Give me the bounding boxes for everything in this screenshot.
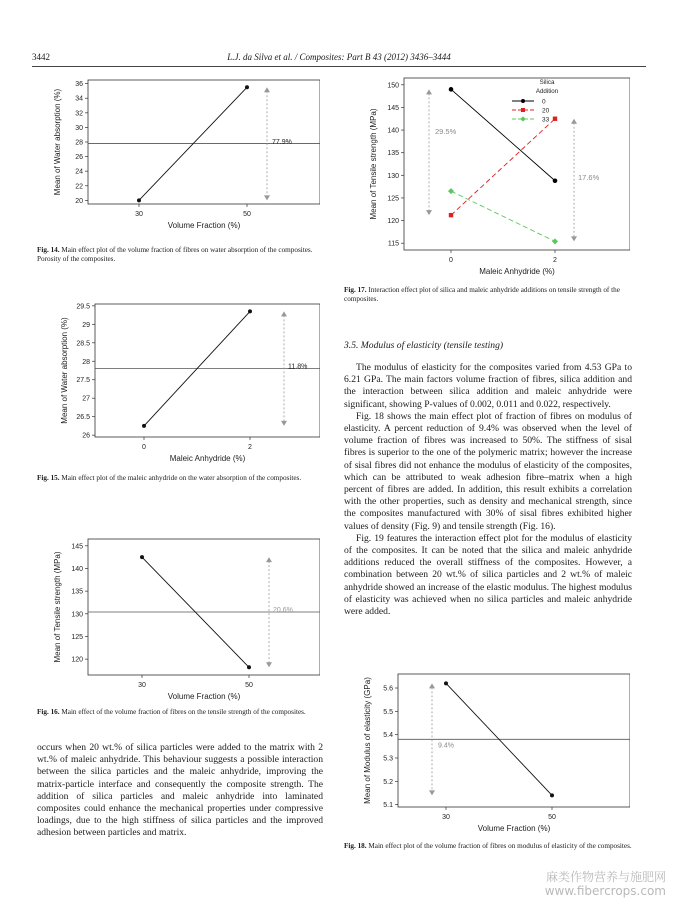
y-tick-label: 28 <box>75 139 83 147</box>
x-tick-label: 30 <box>442 814 450 821</box>
legend-label-33: 33 <box>542 116 550 124</box>
range-arrow-right-head-top <box>571 119 577 124</box>
y-tick-label: 29.5 <box>76 303 90 311</box>
figure-18-modulus-volume-fraction <box>360 668 630 836</box>
watermark-line-1: 麻类作物营养与施肥网 <box>545 870 666 884</box>
x-tick-label: 30 <box>135 211 143 218</box>
figure-15-caption: Fig. 15. Main effect plot of the maleic anhydride on the water absorption of the composites. <box>37 474 302 482</box>
legend-label-20: 20 <box>542 107 550 115</box>
figure-15-water-absorption-maleic-anhydride <box>50 298 320 468</box>
x-tick-label: 30 <box>138 682 146 689</box>
series-point-0 <box>553 178 558 183</box>
y-tick-label: 150 <box>387 82 399 90</box>
y-tick-label: 26.5 <box>76 414 90 422</box>
y-tick-label: 26 <box>82 432 90 440</box>
data-point <box>550 793 554 797</box>
range-arrow-head-bottom <box>429 790 435 795</box>
y-tick-label: 22 <box>75 183 83 191</box>
legend-title: Silica <box>539 79 555 86</box>
data-point <box>142 424 146 428</box>
watermark-line-2: www.fibercrops.com <box>544 884 666 898</box>
y-tick-label: 125 <box>387 195 399 203</box>
x-tick-label: 2 <box>553 257 557 264</box>
range-arrow-left-head-top <box>426 89 432 94</box>
data-point <box>245 85 249 89</box>
plot-frame <box>404 78 630 250</box>
figure-17-interaction-tensile-strength <box>360 72 630 280</box>
y-axis-label: Mean of Water absorption (%) <box>60 317 69 424</box>
paragraph-1: The modulus of elasticity for the composites varied from 4.53 GPa to 6.21 GPa. The main factors volume fraction of fibres, silica addition and the interaction between silica addition and maleic anhydride were significant, showing P-values of 0.002, 0.011 and 0.022, respectively. <box>344 362 632 410</box>
y-tick-label: 140 <box>71 565 83 573</box>
y-tick-label: 5.5 <box>383 708 393 716</box>
x-axis-label: Volume Fraction (%) <box>167 692 241 701</box>
series-line-33 <box>451 191 555 241</box>
range-arrow-left-head-bottom <box>426 210 432 215</box>
running-title: L.J. da Silva et al. / Composites: Part B 43 (2012) 3436–3444 <box>227 52 451 62</box>
x-tick-label: 50 <box>243 211 251 218</box>
y-tick-label: 130 <box>71 611 83 619</box>
section-heading: 3.5. Modulus of elasticity (tensile testing) <box>344 340 504 351</box>
y-tick-label: 135 <box>387 150 399 158</box>
series-point-20 <box>553 117 557 121</box>
x-tick-label: 2 <box>248 444 252 451</box>
data-point <box>248 309 252 313</box>
y-axis-label: Mean of Water absorption (%) <box>53 88 62 196</box>
y-tick-label: 145 <box>71 543 83 551</box>
y-tick-label: 120 <box>387 218 399 226</box>
legend-marker-33 <box>520 116 525 121</box>
x-axis-label: Volume Fraction (%) <box>477 824 551 833</box>
percent-annotation: 20.6% <box>273 607 293 615</box>
range-arrow-head-top <box>281 311 287 316</box>
y-axis-label: Mean of Modulus of elasticity (GPa) <box>363 677 372 804</box>
percent-annotation: 77.9% <box>272 138 292 146</box>
range-arrow-head-bottom <box>266 662 272 667</box>
y-tick-label: 5.1 <box>383 802 393 810</box>
y-tick-label: 125 <box>71 633 83 641</box>
percent-annotation-right: 17.6% <box>578 173 600 183</box>
data-point <box>247 665 251 669</box>
legend-label-0: 0 <box>542 98 546 106</box>
y-tick-label: 5.2 <box>383 778 393 786</box>
figure-16-caption: Fig. 16. Main effect of the volume fraction of fibres on the tensile strength of the composites. <box>37 708 306 716</box>
x-tick-label: 0 <box>449 257 453 264</box>
y-tick-label: 140 <box>387 127 399 135</box>
percent-annotation: 9.4% <box>438 742 454 750</box>
left-column-paragraph: occurs when 20 wt.% of silica particles were added to the matrix with 2 wt.% of maleic anhydride. This behaviour suggests a possible interaction between the silica particles and the maleic anhydride, improving the matrix-particle interface and consequently the composite strength. The addition of silica particles and maleic anhydride into laminated composites could enhance the mechanical properties under compressive loadings, due to the high stiffness of silica particles and the improved adhesion between particles and matrix. <box>37 742 323 839</box>
x-axis-label: Maleic Anhydride (%) <box>169 454 246 463</box>
page-number: 3442 <box>32 52 50 62</box>
y-tick-label: 120 <box>71 656 83 664</box>
header-rule <box>32 66 646 67</box>
watermark <box>545 870 666 898</box>
y-tick-label: 115 <box>387 240 399 248</box>
range-arrow-head-top <box>429 683 435 688</box>
data-point <box>137 198 141 202</box>
y-tick-label: 135 <box>71 588 83 596</box>
legend-marker-20 <box>521 108 525 112</box>
y-tick-label: 26 <box>75 154 83 162</box>
y-axis-label: Mean of Tensile strength (MPa) <box>53 551 62 663</box>
x-tick-label: 50 <box>245 682 253 689</box>
series-line-0 <box>451 89 555 180</box>
legend-title-2: Addition <box>535 88 559 95</box>
paragraph-3: Fig. 19 features the interaction effect plot for the modulus of elasticity of the composites. It can be noted that the silica and maleic anhydride additions reduced the overall stiffness of the composites. However, a combination between 20 wt.% of silica particles and 2 wt.% of maleic anhydride showed an increase of the elastic modulus. The highest modulus of elasticity was achieved when no silica particles and maleic anhydride were added. <box>344 532 632 618</box>
range-arrow-head-bottom <box>264 195 270 200</box>
series-point-33 <box>552 238 558 244</box>
x-axis-label: Volume Fraction (%) <box>167 221 241 230</box>
percent-annotation-left: 29.5% <box>435 127 457 137</box>
series-point-33 <box>448 188 454 194</box>
range-arrow-head-top <box>266 557 272 562</box>
x-tick-label: 50 <box>548 814 556 821</box>
figure-14-caption: Fig. 14. Main effect plot of the volume fraction of fibres on water absorption of the composites. Porosity of the composites. <box>37 246 313 264</box>
y-tick-label: 145 <box>387 104 399 112</box>
figure-17-caption: Fig. 17. Interaction effect plot of silica and maleic anhydride additions on tensile strength of the composites. <box>344 286 620 304</box>
y-tick-label: 30 <box>75 124 83 132</box>
paragraph-2: Fig. 18 shows the main effect plot of fraction of fibres on modulus of elasticity. A percent reduction of 9.4% was observed when the level of volume fraction of fibres was increased to 50%. The stiffness of sisal fibres is superior to the one of the polymeric matrix; however the increase of sisal fibres did not enhance the modulus of elasticity of the composites, which can be attributed to weak adhesion fibre–matrix when a high percent of fibres are added. In addition, this result exhibits a correlation with the other properties, such as density and mechanical strength, since the composites manufactured with 30% of sisal fibres exhibited higher values of density (Fig. 9) and tensile strength (Fig. 16). <box>344 410 632 532</box>
y-tick-label: 130 <box>387 172 399 180</box>
range-arrow-head-top <box>264 87 270 92</box>
y-tick-label: 29 <box>82 321 90 329</box>
percent-annotation: 11.8% <box>288 363 308 371</box>
y-tick-label: 5.6 <box>383 685 393 693</box>
figure-18-caption: Fig. 18. Main effect plot of the volume fraction of fibres on modulus of elasticity of the composites. <box>344 842 632 850</box>
data-point <box>140 555 144 559</box>
figure-16-tensile-strength-volume-fraction <box>50 533 320 705</box>
y-tick-label: 27.5 <box>76 377 90 385</box>
y-tick-label: 5.4 <box>383 732 393 740</box>
range-arrow-head-bottom <box>281 421 287 426</box>
y-tick-label: 28.5 <box>76 340 90 348</box>
y-tick-label: 24 <box>75 168 83 176</box>
series-point-20 <box>449 213 453 217</box>
plot-frame <box>95 304 320 437</box>
y-tick-label: 20 <box>75 197 83 205</box>
y-axis-label: Mean of Tensile strength (MPa) <box>369 108 378 220</box>
data-point <box>444 681 448 685</box>
series-point-0 <box>449 87 454 92</box>
legend-marker-0 <box>521 99 525 103</box>
y-tick-label: 36 <box>75 81 83 89</box>
y-tick-label: 32 <box>75 110 83 118</box>
y-tick-label: 34 <box>75 95 83 103</box>
range-arrow-right-head-bottom <box>571 236 577 241</box>
y-tick-label: 5.3 <box>383 755 393 763</box>
x-tick-label: 0 <box>142 444 146 451</box>
plot-frame <box>398 674 630 807</box>
y-tick-label: 28 <box>82 358 90 366</box>
x-axis-label: Maleic Anhydride (%) <box>479 267 555 276</box>
section-body <box>344 362 632 618</box>
y-tick-label: 27 <box>82 395 90 403</box>
figure-14-water-absorption-volume-fraction <box>50 72 320 244</box>
